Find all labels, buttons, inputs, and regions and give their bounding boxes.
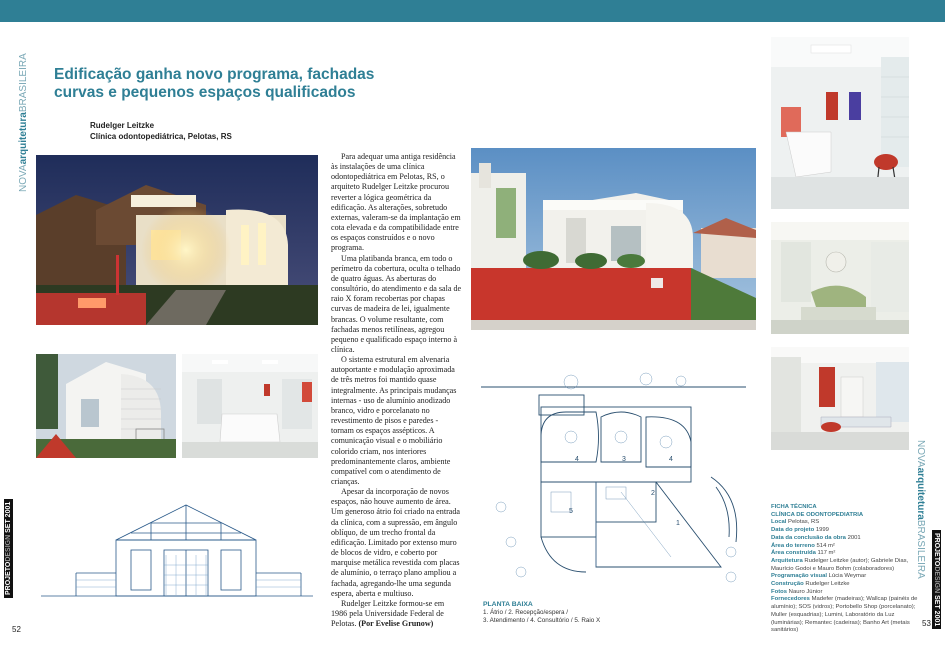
article-byline <box>90 120 232 142</box>
article-body <box>331 152 462 629</box>
brand-nova-right: NOVA <box>915 440 926 468</box>
ficha-row <box>771 527 921 535</box>
body-paragraph: Uma platibanda branca, em todo o perímetro da cobertura, oculta o telhado de quatro águas. As aberturas do consultório, do atendimento e da sala de raio X foram recobertas por chapas curvas de madeira de lei, igualmente brancas. O volume resultante, com fachadas menos retilíneas, agregou pequeno e qualificado espaço interno à clínica. <box>331 253 462 354</box>
photo-day-exterior <box>471 148 756 330</box>
tag-projeto: PROJETO <box>5 561 12 595</box>
ficha-value: 1999 <box>814 527 829 534</box>
ficha-row <box>771 573 921 581</box>
ficha-value: 2001 <box>845 534 861 541</box>
ficha-value: Rudelger Leitzke (autor); Gabriele Dias, Maurício Godoi e Mauro Bohm (colaboradores) <box>771 557 909 572</box>
plan-label: 4 <box>575 456 579 463</box>
brand-brasileira: BRASILEIRA <box>18 53 29 113</box>
spine-brand-left <box>18 53 29 192</box>
ficha-value: Pelotas, RS <box>786 519 820 526</box>
body-paragraph: O sistema estrutural em alvenaria autoportante e modulação aproximada de três metros foi mantido quase integralmente. As principais mudanças internas - uso de alumínio anodizado branco, vidro e porcelanato no revestimento de pisos e paredes - tornam os espaços assépticos. A comunicação visual e o mobiliário colorido criam, nos interiores predominantemente claros, ambiente compatível com o atendimento de crianças. <box>331 355 457 486</box>
plan-caption-line2: 3. Atendimento / 4. Consultório / 5. Raio X <box>483 617 601 624</box>
plan-caption <box>483 601 600 625</box>
plan-label: 3 <box>622 456 626 463</box>
body-paragraph: Para adequar uma antiga residência às instalações de uma clínica odontopediátrica em Pelotas, RS, o arquiteto Rudelger Leitzke procurou reverter a lógica geométrica da edificação. As alterações, sobretudo externas, valeram-se da implantação em cota elevada e da compatibilidade entre os espaços construídos e o novo programa. <box>331 152 461 253</box>
ficha-row <box>771 581 921 589</box>
photo-xray-room <box>771 347 909 450</box>
plan-label: 2 <box>651 490 655 497</box>
plan-label: 5 <box>569 508 573 515</box>
tag-date: SET 2001 <box>5 501 12 533</box>
brand-arquitetura-right: arquitetura <box>915 467 926 520</box>
ficha-key: Local <box>771 519 787 526</box>
ficha-key: Fornecedores <box>771 596 810 603</box>
page-number-left: 52 <box>12 625 21 634</box>
photo-night-exterior <box>36 155 318 325</box>
brand-arquitetura: arquitetura <box>18 112 29 165</box>
ficha-value: Rudelger Leitzke <box>803 581 850 588</box>
body-author: (Por Evelise Grunow) <box>358 619 434 629</box>
ficha-key: Data da conclusão da obra <box>771 534 846 541</box>
ficha-value: Madefer (madeiras); Wallcap (painéis de alumínio); SOS (vidros); Portobello Shop (porcelanato); Muller (esquadrias); Lumini, Laboratório da Luz (luminárias); Remantec (cadeiras); Banho Art (metais sanitários) <box>771 596 918 634</box>
article-headline: Edificação ganha novo programa, fachadas curvas e pequenos espaços qualificados <box>54 66 375 101</box>
ficha-row <box>771 535 921 543</box>
ficha-row <box>771 596 921 635</box>
ficha-row <box>771 519 921 527</box>
plan-caption-title: PLANTA BAIXA <box>483 601 533 608</box>
ficha-key: Área construída <box>771 550 816 557</box>
ficha-value: 514 m² <box>814 542 835 549</box>
body-paragraph-last <box>331 599 462 629</box>
top-color-bar <box>0 0 945 22</box>
tag-date-right: SET 2001 <box>933 595 940 627</box>
floor-plan <box>481 367 746 599</box>
ficha-key: Construção <box>771 581 804 588</box>
brand-nova: NOVA <box>18 164 29 192</box>
issue-tag-right <box>932 530 941 629</box>
ficha-key: Arquitetura <box>771 557 803 564</box>
ficha-key: Programação visual <box>771 573 827 580</box>
ficha-tecnica <box>771 504 921 635</box>
photo-reception <box>182 354 318 458</box>
photo-side-facade <box>36 354 176 458</box>
brand-brasileira-right: BRASILEIRA <box>915 519 926 579</box>
ficha-value: 117 m² <box>815 550 836 557</box>
ficha-row <box>771 558 921 573</box>
ficha-title: FICHA TÉCNICA <box>771 504 817 510</box>
elevation-drawing <box>36 495 318 605</box>
issue-tag-left <box>4 499 13 598</box>
plan-caption-line1: 1. Átrio / 2. Recepção/espera / <box>483 609 569 616</box>
ficha-key: Área do terreno <box>771 542 815 549</box>
plan-label: 4 <box>669 456 673 463</box>
ficha-subtitle: CLÍNICA DE ODONTOPEDIATRIA <box>771 511 864 518</box>
body-last-sentence: Rudelger Leitzke formou-se em 1986 pela Universidade Federal de Pelotas. <box>331 598 445 629</box>
tag-design: DESIGN <box>5 534 12 562</box>
byline-architect: Rudelger Leitzke <box>90 121 155 130</box>
ficha-key: Data do projeto <box>771 527 815 534</box>
plan-label: 1 <box>676 520 680 527</box>
body-paragraph: Apesar da incorporação de novos espaços, não houve aumento de área. Um generoso átrio foi criado na entrada da clínica, com a supressão, em ângulo oblíquo, de um trecho frontal da edificação. Limitado por extenso muro de blocos de vidro, e coberto por marquise metálica revestida com placas de alumínio, o terraço plano ampliou a fachada, agregando-lhe uma segunda espera, aberta e multiuso. <box>331 487 460 598</box>
tag-projeto-right: PROJETO <box>933 533 940 567</box>
ficha-value: Nauro Júnior <box>787 588 823 595</box>
page-number-right: 53 <box>922 619 931 628</box>
ficha-key: Fotos <box>771 588 788 595</box>
photo-interior-corridor <box>771 37 909 209</box>
byline-project: Clínica odontopediátrica, Pelotas, RS <box>90 132 232 141</box>
photo-treatment-room <box>771 222 909 334</box>
ficha-value: Lúcia Weymar <box>827 573 867 580</box>
ficha-row <box>771 550 921 558</box>
ficha-row <box>771 589 921 597</box>
tag-design-right: DESIGN <box>933 566 940 594</box>
